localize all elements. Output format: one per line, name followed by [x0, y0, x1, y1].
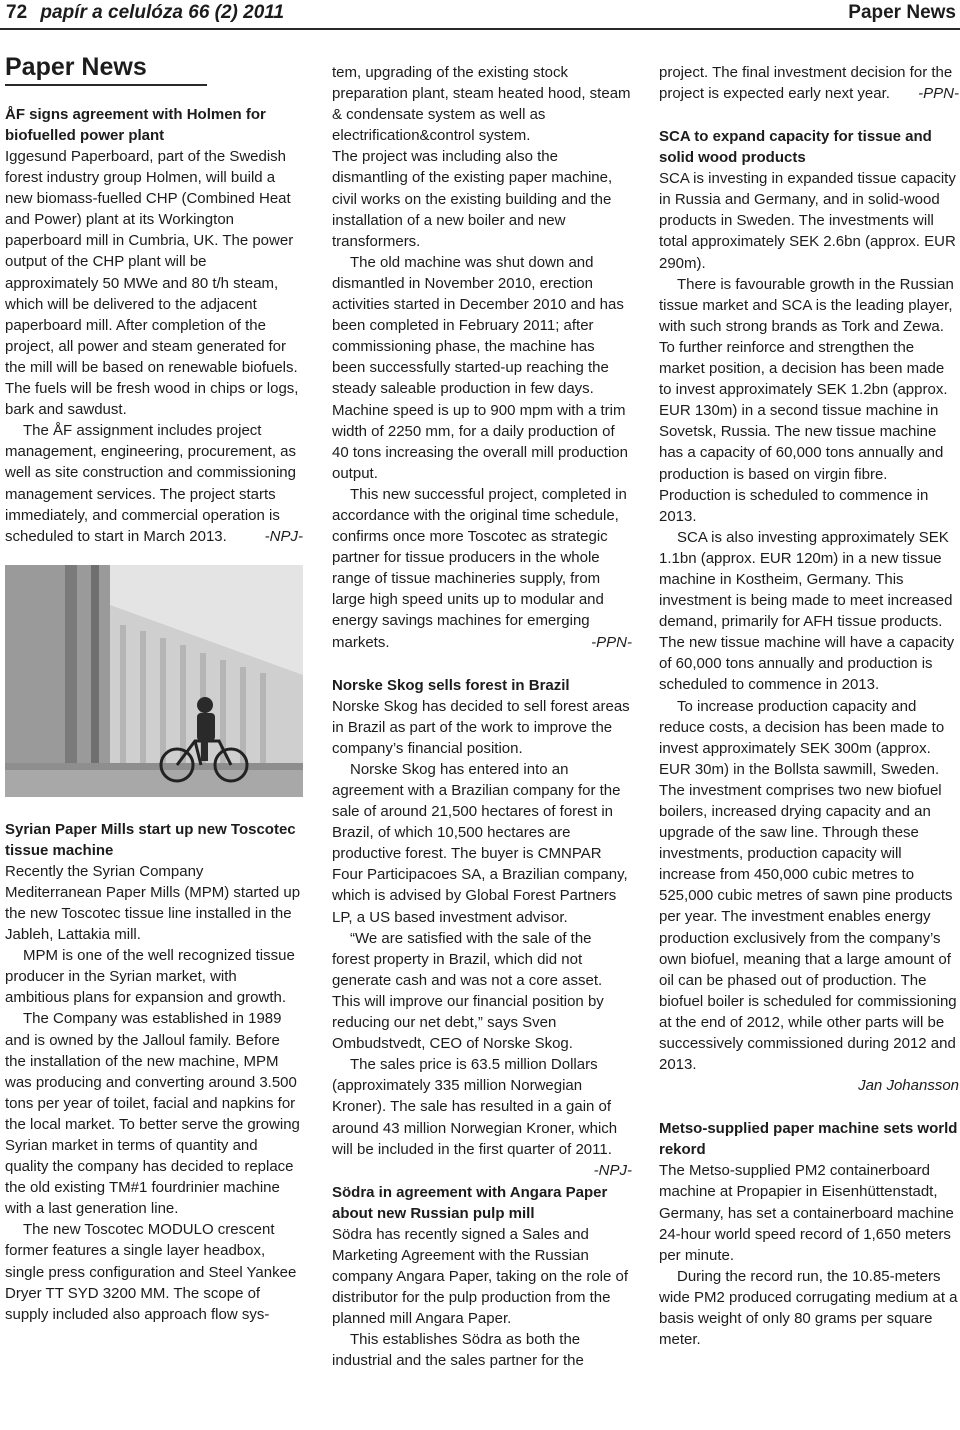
page-number: 72 — [6, 2, 28, 23]
article-paragraph: Norske Skog has decided to sell forest areas in Brazil as part of the work to improve the company’s financial position. — [332, 697, 630, 757]
article-paragraph — [5, 420, 303, 547]
article-text: The sales price is 63.5 million Dollars (approximately 335 million Norwegian Kroner). The sale has resulted in a gain of around 43 million Norwegian Kroner, which will be included in the first quarter of 2011. — [332, 1056, 618, 1158]
article-paragraph: Machine speed is up to 900 mpm with a trim width of 2250 mm, for a daily production of 40 tons increasing the overall mill production output. — [332, 401, 628, 482]
article-paragraph: tem, upgrading of the existing stock preparation plant, steam heated hood, steam & condensate system as well as electrification&control system. — [332, 64, 631, 145]
article-title-sodra: Södra in agreement with Angara Paper about new Russian pulp mill — [332, 1183, 608, 1222]
article-title-sca: SCA to expand capacity for tissue and solid wood products — [659, 128, 932, 167]
column-3 — [659, 62, 959, 1350]
cyclist-building-illustration — [5, 565, 303, 797]
author-signature: -PPN- — [918, 85, 959, 103]
article-paragraph: The project was including also the dismantling of the existing paper machine, civil works on the existing building and the installation of a new boiler and new transformers. — [332, 148, 613, 250]
column-1 — [5, 52, 303, 1325]
article-paragraph: The new Toscotec MODULO crescent former features a single layer headbox, single press configuration and Steel Yankee Dryer TT SYD 3200 MM. The scope of supply included also approach flow sys- — [5, 1221, 297, 1323]
article-paragraph: The Metso-supplied PM2 containerboard machine at Propapier in Eisenhüttenstadt, Germany, has set a containerboard machine 24-hour world speed record of 1,650 meters per minute. — [659, 1162, 954, 1264]
article-paragraph: Södra has recently signed a Sales and Marketing Agreement with the Russian company Angara Paper, taking on the role of distributor for the pulp production from the planned mill Angara Paper. — [332, 1225, 629, 1328]
author-signature: Jan Johansson — [858, 1077, 959, 1095]
article-text: project. The final investment decision for the project is expected early next year. — [659, 64, 953, 103]
article-paragraph — [659, 62, 959, 104]
article-paragraph: The Company was established in 1989 and is owned by the Jalloul family. Before the installation of the new machine, MPM was producing and converting around 3.500 tons per year of toilet, facial and napkins for the local market. To better serve the growing Syrian market in terms of quantity and quality the company has decided to replace the old existing TM#1 fourdrinier machine with a last generation line. — [5, 1010, 300, 1218]
spacer — [659, 1096, 959, 1118]
header-section: Paper News — [848, 2, 956, 23]
article-paragraph: “We are satisfied with the sale of the forest property in Brazil, which did not generate cash and was not a core asset. This will improve our financial position by reducing our net debt,” says Sven Ombudstvedt, CEO of Norske Skog. — [332, 929, 604, 1053]
article-paragraph: This establishes Södra as both the industrial and the sales partner for the — [332, 1331, 584, 1370]
article-paragraph: MPM is one of the well recognized tissue producer in the Syrian market, with ambitious plans for expansion and growth. — [5, 947, 295, 1007]
article-paragraph: Iggesund Paperboard, part of the Swedish forest industry group Holmen, will build a new biomass-fuelled CHP (Combined Heat and Power) plant at its Workington paperboard mill in Cumbria, UK. The power output of the CHP plant will be approximately 50 MWe and 80 t/h steam, which will be delivered to the adjacent paperboard mill. After completion of the project, all power and steam generated for the mill will be based on renewable biofuels. The fuels will be fresh wood in chips or logs, bark and sawdust. — [5, 148, 299, 419]
article-paragraph: During the record run, the 10.85-meters wide PM2 produced corrugating medium at a basis weight of only 80 grams per square meter. — [659, 1267, 958, 1349]
author-signature: -NPJ- — [593, 1161, 632, 1179]
article-paragraph: There is favourable growth in the Russian tissue market and SCA is the leading player, with such strong brands as Tork and Zewa. To further reinforce and strengthen the market position, a decision has been made to invest approximately SEK 1.2bn (approx. EUR 130m) in a second tissue machine in Sovetsk, Russia. The new tissue machine has a capacity of 60,000 tons annually and production is based on virgin fibre. Production is scheduled to commence in 2013. — [659, 275, 954, 525]
header-left — [6, 2, 284, 24]
article-paragraph: To increase production capacity and reduce costs, a decision has been made to invest approximately SEK 300m (approx. EUR 30m) in the Bollsta sawmill, Sweden. The investment comprises two new biofuel boilers, increased drying capacity and an upgrade of the saw line. Through these investments, production capacity will increase from 450,000 cubic metres to 525,000 cubic metres of sawn pine products per year. The investment enables energy production exclusively from the company’s own biofuel, meaning that a large amount of oil can be phased out of production. The biofuel boiler is scheduled for commissioning at the end of 2012, while other parts will be successively commissioned during 2012 and 2013. — [659, 697, 957, 1074]
article-paragraph — [332, 1054, 632, 1179]
article-title-af: ÅF signs agreement with Holmen for biofuelled power plant — [5, 106, 266, 144]
article-paragraph: SCA is also investing approximately SEK 1.1bn (approx. EUR 120m) in a new tissue machine in Kostheim, Germany. This investment is being made to meet increased demand, primarily for AFH tissue products. The new tissue machine will have a capacity of 60,000 tons annually and production is scheduled to commence in 2013. — [659, 528, 955, 694]
article-title-norske: Norske Skog sells forest in Brazil — [332, 676, 570, 694]
author-signature: -PPN- — [591, 633, 632, 651]
article-paragraph — [332, 484, 632, 653]
author-signature: -NPJ- — [264, 527, 303, 545]
article-paragraph: Norske Skog has entered into an agreement with a Brazilian company for the sale of around 21,500 hectares of forest in Brazil, of which 10,500 hectares are productive forest. The buyer is CMNPAR Four Participacoes SA, a Brazilian company, which is advised by Global Forest Partners LP, a US based investment advisor. — [332, 760, 628, 926]
spacer — [659, 104, 959, 126]
article-paragraph: Recently the Syrian Company Mediterranean Paper Mills (MPM) started up the new Toscotec tissue line installed in the Jableh, Lattakia mill. — [5, 862, 301, 944]
article-paragraph: The old machine was shut down and dismantled in November 2010, erection activities started in December 2010 and has been completed in February 2011; after commissioning phase, the machine has been successfully started-up reaching the steady saleable production in few days. — [332, 253, 624, 398]
article-text: The ÅF assignment includes project management, engineering, procurement, as well as site construction and commissioning management services. The project starts immediately, and commercial operation is scheduled to start in March 2013. — [5, 422, 297, 545]
article-title-metso: Metso-supplied paper machine sets world rekord — [659, 1120, 958, 1159]
page-header — [0, 0, 960, 30]
section-title: Paper News — [5, 52, 207, 86]
column-2 — [332, 62, 632, 1371]
spacer — [332, 653, 632, 675]
mill-photo — [5, 565, 303, 797]
article-paragraph: SCA is investing in expanded tissue capacity in Russia and Germany, and in solid-wood products in Sweden. The investments will total approximately SEK 2.6bn (approx. EUR 290m). — [659, 170, 956, 272]
article-text: This new successful project, completed in accordance with the original time schedule, confirms once more Toscotec as strategic partner for tissue producers in the whole range of tissue machineries supply, from large high speed units up to modular and energy savings machines for emerging markets. — [332, 485, 627, 651]
article-title-syrian: Syrian Paper Mills start up new Toscotec tissue machine — [5, 820, 296, 859]
journal-title: papír a celulóza 66 (2) 2011 — [40, 2, 285, 23]
